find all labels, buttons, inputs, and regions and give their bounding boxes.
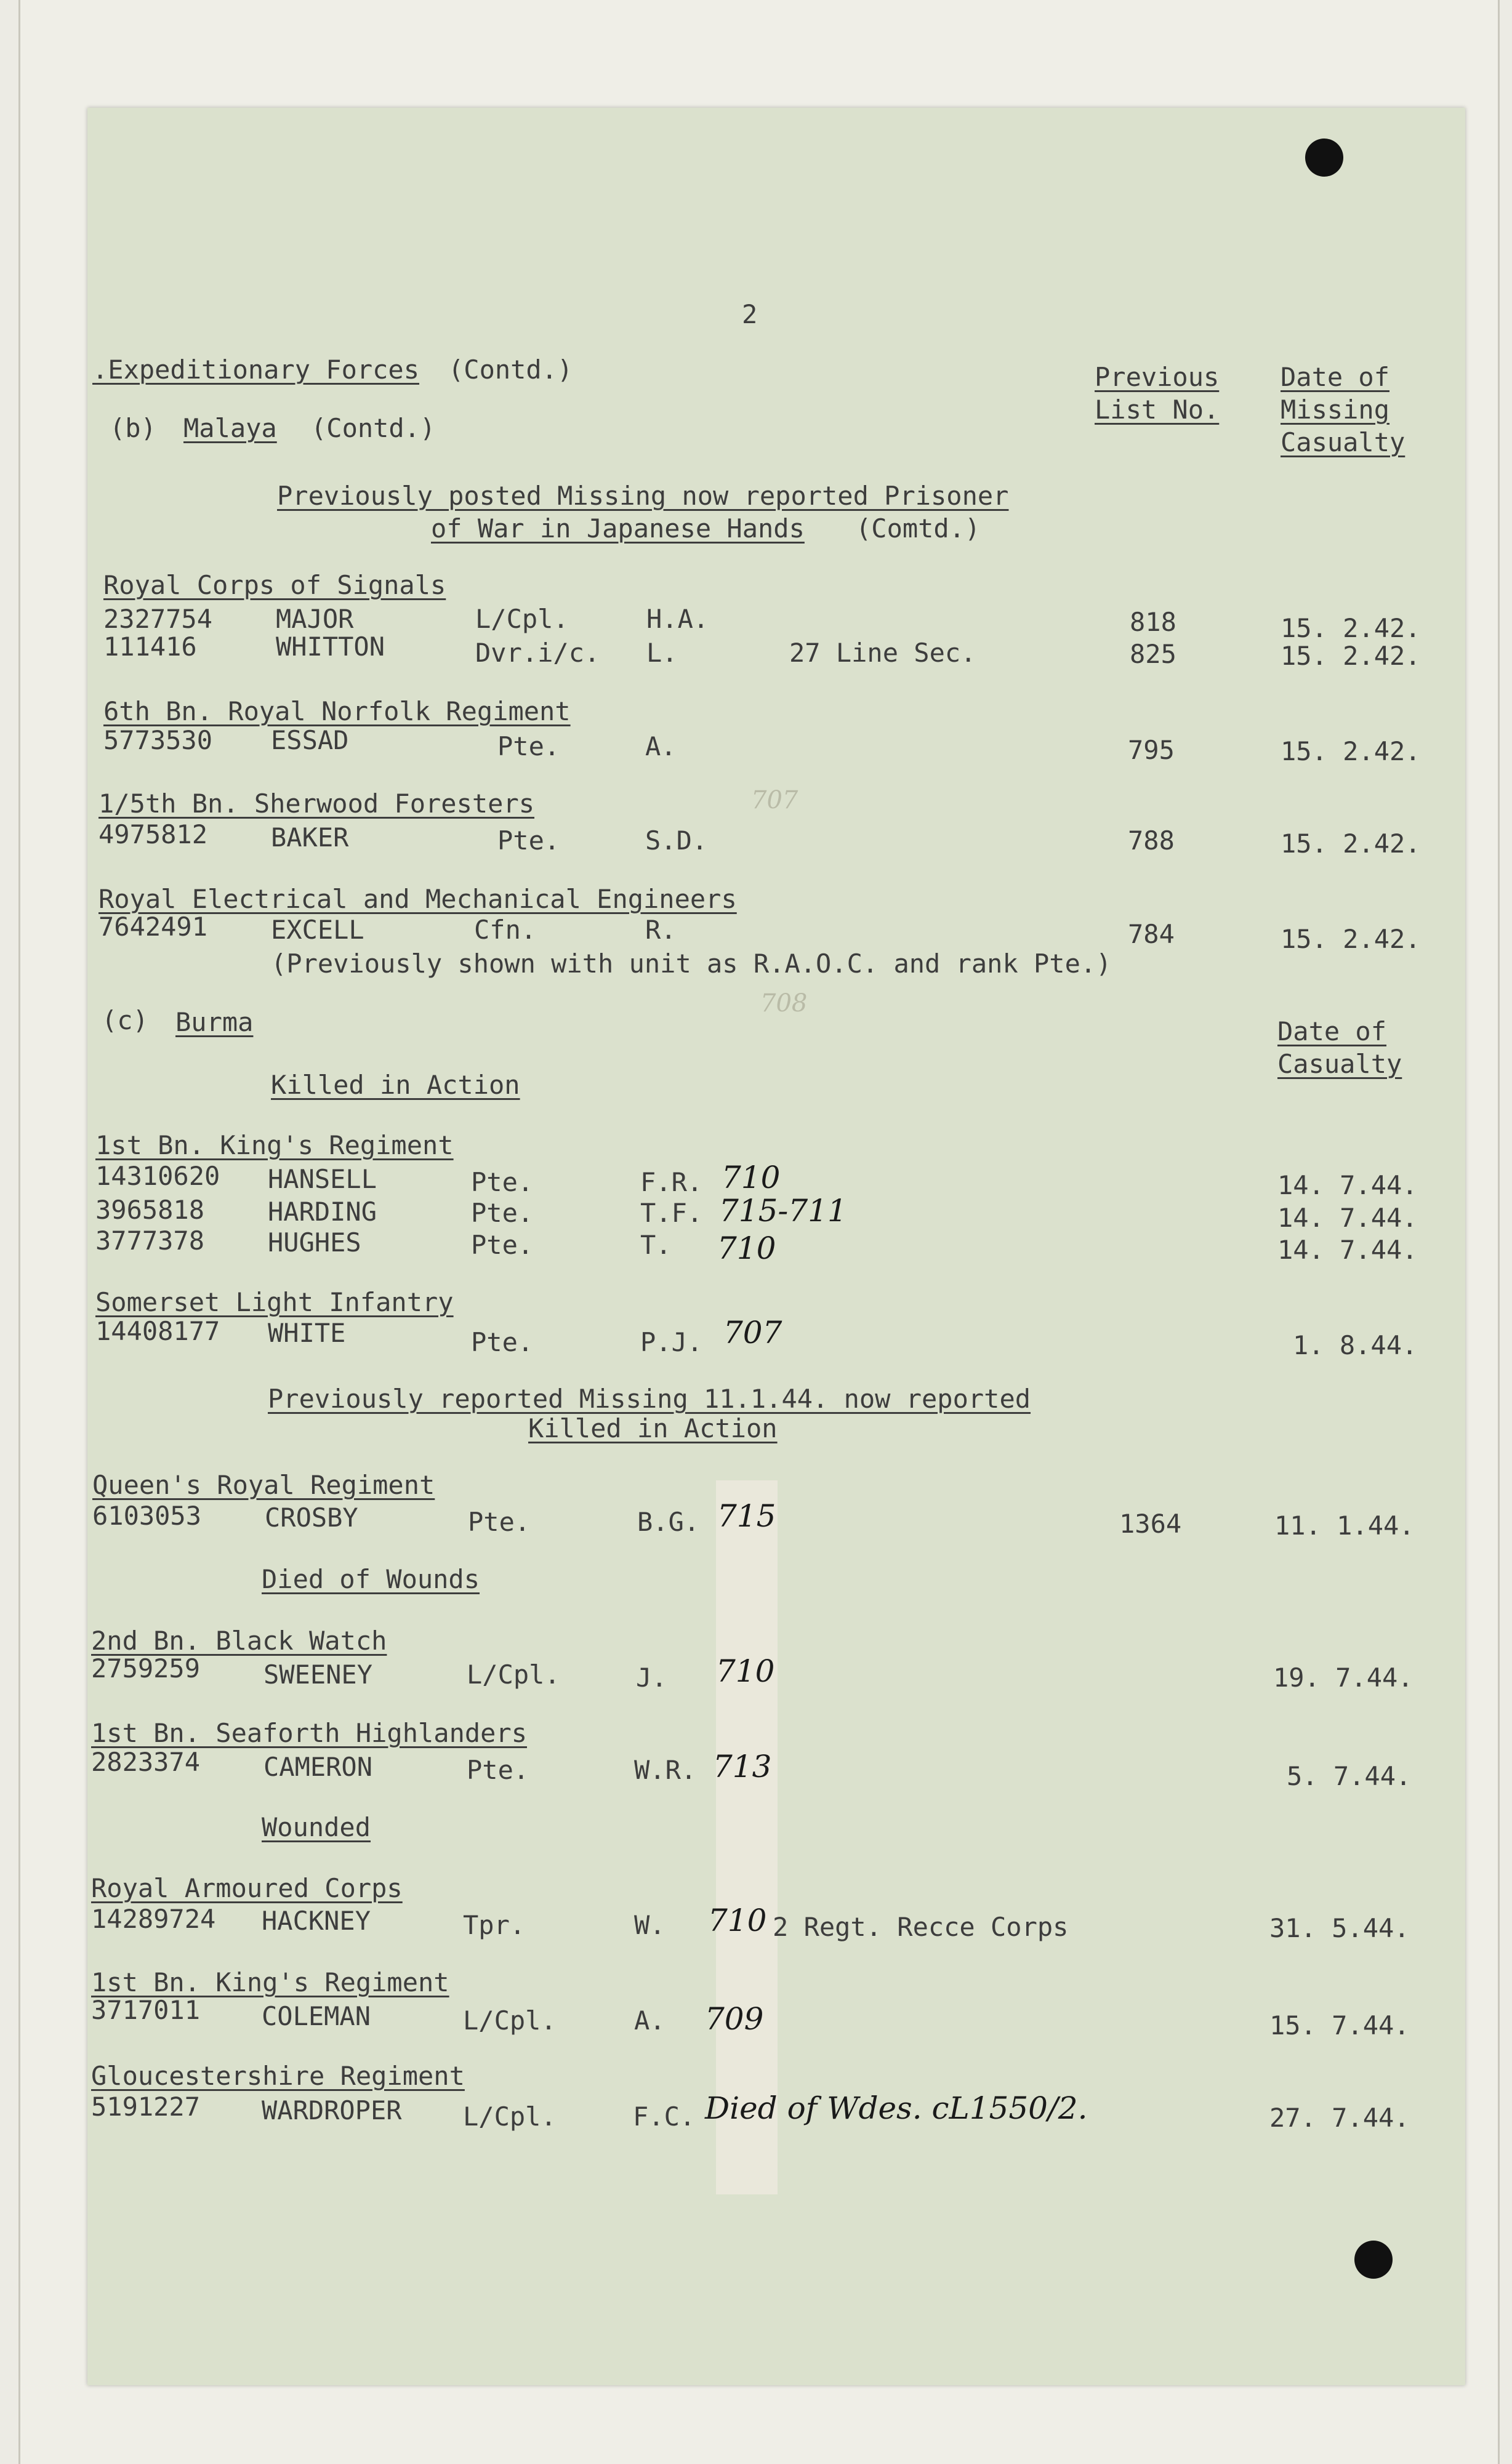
handwritten-note-8: 709	[705, 2001, 764, 2037]
typed-line-41: 15. 2.42.	[1281, 829, 1421, 859]
typed-line-94: 2823374	[91, 1747, 201, 1777]
typed-line-101: 14289724	[91, 1904, 216, 1934]
handwritten-note-0: 710	[722, 1160, 781, 1195]
typed-line-59: F.R.	[640, 1167, 703, 1197]
typed-line-93: 1st Bn. Seaforth Highlanders	[91, 1718, 528, 1748]
typed-line-62: HARDING	[268, 1197, 377, 1227]
typed-line-32: A.	[645, 731, 677, 761]
typed-line-64: T.F.	[640, 1198, 703, 1228]
typed-line-9: Malaya	[183, 413, 277, 443]
typed-line-52: Date of	[1277, 1016, 1387, 1046]
typed-line-0: 2	[742, 299, 758, 329]
typed-line-35: 1/5th Bn. Sherwood Foresters	[99, 789, 535, 819]
typed-line-28: 6th Bn. Royal Norfolk Regiment	[103, 696, 571, 726]
typed-line-27: 15. 2.42.	[1281, 641, 1421, 671]
typed-line-118: 27. 7.44.	[1269, 2103, 1410, 2133]
typed-line-21: 111416	[103, 632, 197, 662]
typed-line-45: Cfn.	[474, 915, 537, 945]
handwritten-note-1: 715-711	[719, 1193, 847, 1229]
typed-line-92: 19. 7.44.	[1273, 1663, 1413, 1693]
typed-line-14: Royal Corps of Signals	[103, 570, 446, 600]
typed-line-56: 14310620	[95, 1161, 220, 1191]
typed-line-10: (Contd.)	[311, 413, 436, 443]
typed-line-2: (Contd.)	[448, 355, 573, 385]
typed-line-51: Burma	[175, 1007, 254, 1037]
typed-line-3: Previous	[1095, 362, 1220, 392]
typed-line-7: Casualty	[1281, 427, 1405, 457]
typed-line-80: 6103053	[92, 1501, 202, 1531]
handwritten-note-2: 710	[717, 1230, 776, 1266]
typed-line-46: R.	[645, 915, 677, 945]
typed-line-6: Missing	[1281, 395, 1390, 425]
typed-line-49: (Previously shown with unit as R.A.O.C. and rank Pte.)	[271, 949, 1112, 979]
typed-line-100: Royal Armoured Corps	[91, 1873, 403, 1903]
typed-line-73: WHITE	[268, 1318, 346, 1348]
typed-line-39: S.D.	[645, 825, 708, 856]
bleed-through-mark-0: 707	[751, 786, 798, 814]
typed-line-84: 1364	[1119, 1509, 1182, 1539]
typed-line-16: MAJOR	[276, 604, 354, 634]
typed-line-90: L/Cpl.	[467, 1659, 560, 1690]
handwritten-note-6: 713	[713, 1749, 772, 1784]
typed-line-86: Died of Wounds	[262, 1564, 480, 1594]
typed-line-60: 14. 7.44.	[1277, 1170, 1418, 1200]
typed-line-12: of War in Japanese Hands	[431, 513, 805, 544]
typed-line-95: CAMERON	[263, 1752, 373, 1782]
typed-line-23: Dvr.i/c.	[475, 638, 600, 668]
typed-line-82: Pte.	[468, 1507, 531, 1537]
typed-line-17: L/Cpl.	[475, 604, 569, 634]
typed-line-40: 788	[1128, 825, 1175, 856]
typed-line-20: 15. 2.42.	[1281, 613, 1421, 643]
typed-line-13: (Comtd.)	[856, 513, 981, 544]
typed-line-76: 1. 8.44.	[1293, 1330, 1418, 1360]
typed-line-88: 2759259	[91, 1653, 201, 1683]
typed-line-63: Pte.	[471, 1198, 534, 1228]
typed-line-67: HUGHES	[268, 1227, 361, 1258]
typed-line-114: 5191227	[91, 2092, 201, 2122]
typed-line-103: Tpr.	[463, 1910, 526, 1940]
typed-line-87: 2nd Bn. Black Watch	[91, 1626, 387, 1656]
typed-line-22: WHITTON	[276, 632, 385, 662]
typed-line-105: 2 Regt. Recce Corps	[773, 1912, 1069, 1942]
handwritten-note-7: 710	[708, 1903, 767, 1938]
handwritten-note-3: 707	[723, 1315, 782, 1350]
handwritten-note-4: 715	[717, 1498, 776, 1534]
typed-line-19: 818	[1130, 607, 1176, 637]
typed-line-58: Pte.	[471, 1167, 534, 1197]
typed-line-117: F.C.	[633, 2101, 696, 2132]
typed-line-115: WARDROPER	[262, 2095, 402, 2125]
typed-line-44: EXCELL	[271, 915, 364, 945]
typed-line-107: 1st Bn. King's Regiment	[91, 1967, 449, 1997]
typed-line-70: 14. 7.44.	[1277, 1235, 1418, 1265]
typed-line-104: W.	[634, 1910, 666, 1940]
typed-line-91: J.	[636, 1663, 667, 1693]
punch-hole-top	[1305, 138, 1343, 177]
typed-line-55: 1st Bn. King's Regiment	[95, 1130, 454, 1160]
typed-line-31: Pte.	[497, 731, 560, 761]
handwritten-note-9: Died of Wdes. cL1550/2.	[705, 2090, 1088, 2126]
typed-line-69: T.	[640, 1230, 672, 1260]
typed-line-81: CROSBY	[265, 1503, 358, 1533]
typed-line-65: 14. 7.44.	[1277, 1203, 1418, 1233]
typed-line-36: 4975812	[99, 819, 208, 849]
typed-line-98: 5. 7.44.	[1287, 1761, 1412, 1791]
typed-line-57: HANSELL	[268, 1164, 377, 1194]
typed-line-18: H.A.	[646, 604, 709, 634]
typed-line-89: SWEENEY	[263, 1659, 373, 1690]
typed-line-75: P.J.	[640, 1327, 703, 1357]
typed-line-26: 825	[1130, 639, 1176, 669]
typed-line-78: Killed in Action	[528, 1413, 778, 1443]
typed-line-102: HACKNEY	[262, 1906, 371, 1936]
typed-line-61: 3965818	[95, 1195, 205, 1225]
typed-line-1: .Expeditionary Forces	[92, 355, 420, 385]
typed-line-25: 27 Line Sec.	[789, 638, 976, 668]
typed-line-30: ESSAD	[271, 725, 349, 755]
typed-line-113: Gloucestershire Regiment	[91, 2061, 465, 2091]
typed-line-108: 3717011	[91, 1995, 201, 2025]
punch-hole-bottom	[1354, 2241, 1393, 2279]
typed-line-99: Wounded	[262, 1812, 371, 1842]
typed-line-54: Killed in Action	[271, 1070, 520, 1100]
typed-line-72: 14408177	[95, 1316, 220, 1346]
typed-line-11: Previously posted Missing now reported Prisoner	[277, 481, 1009, 511]
typed-line-109: COLEMAN	[262, 2001, 371, 2031]
typed-line-38: Pte.	[497, 825, 560, 856]
typed-line-24: L.	[646, 638, 678, 668]
typed-line-50: (c)	[102, 1005, 148, 1035]
typed-line-37: BAKER	[271, 822, 349, 853]
typed-line-68: Pte.	[471, 1230, 534, 1260]
typed-line-8: (b)	[110, 413, 156, 443]
handwritten-note-5: 710	[716, 1653, 775, 1689]
typed-line-29: 5773530	[103, 725, 213, 755]
typed-line-5: List No.	[1095, 395, 1220, 425]
typed-line-74: Pte.	[471, 1327, 534, 1357]
typed-line-112: 15. 7.44.	[1269, 2010, 1410, 2041]
typed-line-110: L/Cpl.	[463, 2005, 557, 2036]
typed-line-15: 2327754	[103, 604, 213, 634]
typed-line-53: Casualty	[1277, 1049, 1402, 1079]
typed-line-43: 7642491	[99, 912, 208, 942]
paper-strip	[716, 1480, 778, 2194]
typed-line-34: 15. 2.42.	[1281, 736, 1421, 766]
typed-line-66: 3777378	[95, 1226, 205, 1256]
typed-line-33: 795	[1128, 735, 1175, 765]
typed-line-83: B.G.	[637, 1507, 700, 1537]
typed-line-116: L/Cpl.	[463, 2101, 557, 2132]
bleed-through-mark-1: 708	[760, 989, 808, 1017]
typed-line-4: Date of	[1281, 362, 1390, 392]
typed-line-96: Pte.	[467, 1755, 529, 1785]
typed-line-111: A.	[634, 2005, 666, 2036]
typed-line-42: Royal Electrical and Mechanical Engineers	[99, 884, 737, 914]
typed-line-79: Queen's Royal Regiment	[92, 1470, 435, 1500]
typed-line-71: Somerset Light Infantry	[95, 1287, 454, 1317]
typed-line-97: W.R.	[634, 1755, 697, 1785]
typed-line-48: 15. 2.42.	[1281, 924, 1421, 954]
typed-line-77: Previously reported Missing 11.1.44. now reported	[268, 1384, 1031, 1414]
typed-line-47: 784	[1128, 919, 1175, 949]
typed-line-106: 31. 5.44.	[1269, 1913, 1410, 1943]
typed-line-85: 11. 1.44.	[1274, 1511, 1415, 1541]
